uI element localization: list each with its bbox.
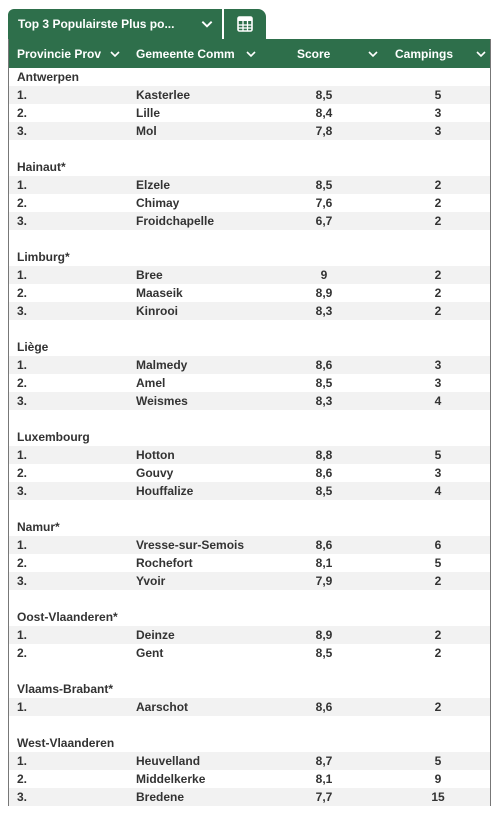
table-row bbox=[9, 572, 490, 590]
province-group-label: Oost-Vlaanderen* bbox=[17, 610, 118, 624]
municipality-cell: Rochefort bbox=[136, 556, 193, 570]
rank-cell: 3. bbox=[17, 394, 28, 408]
table-row bbox=[9, 284, 490, 302]
municipality-cell: Bredene bbox=[136, 790, 185, 804]
campings-cell: 2 bbox=[434, 700, 442, 714]
province-group-label: Limburg* bbox=[17, 250, 70, 264]
municipality-cell: Deinze bbox=[136, 628, 175, 642]
table-row bbox=[9, 446, 490, 464]
campings-cell: 3 bbox=[434, 466, 442, 480]
municipality-cell: Heuvelland bbox=[136, 754, 201, 768]
group-spacer bbox=[9, 500, 490, 518]
column-header-campings[interactable]: Campings bbox=[395, 39, 490, 68]
data-table bbox=[8, 39, 491, 806]
rank-cell: 1. bbox=[17, 538, 28, 552]
campings-cell: 2 bbox=[434, 214, 442, 228]
rank-cell: 3. bbox=[17, 214, 28, 228]
group-spacer bbox=[9, 230, 490, 248]
score-cell: 8,5 bbox=[315, 88, 333, 102]
campings-cell: 2 bbox=[434, 628, 442, 642]
municipality-cell: Maaseik bbox=[136, 286, 183, 300]
table-row bbox=[9, 392, 490, 410]
table-row bbox=[9, 356, 490, 374]
rank-cell: 2. bbox=[17, 466, 28, 480]
campings-cell: 2 bbox=[434, 574, 442, 588]
score-cell: 7,7 bbox=[315, 790, 333, 804]
municipality-cell: Kinrooi bbox=[136, 304, 178, 318]
score-cell: 8,6 bbox=[315, 538, 333, 552]
score-cell: 8,6 bbox=[315, 700, 333, 714]
rank-cell: 1. bbox=[17, 628, 28, 642]
campings-cell: 5 bbox=[434, 88, 442, 102]
rank-cell: 3. bbox=[17, 790, 28, 804]
table-row bbox=[9, 752, 490, 770]
group-spacer bbox=[9, 320, 490, 338]
column-header-province[interactable]: Provincie Prov bbox=[17, 39, 135, 68]
campings-cell: 3 bbox=[434, 124, 442, 138]
rank-cell: 2. bbox=[17, 196, 28, 210]
score-cell: 8,5 bbox=[315, 376, 333, 390]
table-row bbox=[9, 302, 490, 320]
table-header bbox=[9, 39, 490, 68]
municipality-cell: Aarschot bbox=[136, 700, 189, 714]
score-cell: 7,8 bbox=[315, 124, 333, 138]
municipality-cell: Elzele bbox=[136, 178, 171, 192]
score-cell: 8,3 bbox=[315, 304, 333, 318]
table-body bbox=[9, 68, 490, 806]
column-header-score[interactable]: Score bbox=[297, 39, 382, 68]
score-cell: 8,1 bbox=[315, 556, 333, 570]
chevron-down-icon bbox=[367, 48, 379, 60]
table-row bbox=[9, 644, 490, 662]
municipality-cell: Chimay bbox=[136, 196, 180, 210]
municipality-cell: Lille bbox=[136, 106, 161, 120]
group-spacer bbox=[9, 590, 490, 608]
municipality-cell: Bree bbox=[136, 268, 163, 282]
municipality-cell: Gent bbox=[136, 646, 164, 660]
table-row bbox=[9, 536, 490, 554]
table-row bbox=[9, 698, 490, 716]
province-group-label: West-Vlaanderen bbox=[17, 736, 115, 750]
table-row bbox=[9, 122, 490, 140]
rank-cell: 2. bbox=[17, 772, 28, 786]
score-cell: 8,6 bbox=[315, 358, 333, 372]
score-cell: 8,9 bbox=[315, 286, 333, 300]
municipality-cell: Yvoir bbox=[136, 574, 166, 588]
table-row bbox=[9, 86, 490, 104]
rank-cell: 1. bbox=[17, 178, 28, 192]
campings-cell: 2 bbox=[434, 268, 442, 282]
table-row bbox=[9, 626, 490, 644]
group-spacer bbox=[9, 716, 490, 734]
campings-cell: 15 bbox=[431, 790, 445, 804]
rank-cell: 2. bbox=[17, 376, 28, 390]
campings-cell: 3 bbox=[434, 106, 442, 120]
rank-cell: 1. bbox=[17, 448, 28, 462]
province-group-label: Hainaut* bbox=[17, 160, 66, 174]
campings-cell: 5 bbox=[434, 448, 442, 462]
province-group-label: Liège bbox=[17, 340, 49, 354]
rank-cell: 2. bbox=[17, 286, 28, 300]
tab-title: Top 3 Populairste Plus po... bbox=[18, 17, 175, 31]
municipality-cell: Hotton bbox=[136, 448, 175, 462]
province-group-label: Luxembourg bbox=[17, 430, 90, 444]
table-row bbox=[9, 374, 490, 392]
campings-cell: 4 bbox=[434, 484, 442, 498]
municipality-cell: Gouvy bbox=[136, 466, 174, 480]
table-row bbox=[9, 464, 490, 482]
rank-cell: 3. bbox=[17, 124, 28, 138]
score-cell: 9 bbox=[320, 268, 328, 282]
municipality-cell: Middelkerke bbox=[136, 772, 206, 786]
campings-cell: 4 bbox=[434, 394, 442, 408]
score-cell: 8,9 bbox=[315, 628, 333, 642]
rank-cell: 3. bbox=[17, 484, 28, 498]
score-cell: 8,8 bbox=[315, 448, 333, 462]
score-cell: 8,5 bbox=[315, 646, 333, 660]
score-cell: 7,9 bbox=[315, 574, 333, 588]
group-spacer bbox=[9, 662, 490, 680]
campings-cell: 2 bbox=[434, 304, 442, 318]
campings-cell: 3 bbox=[434, 358, 442, 372]
table-row bbox=[9, 194, 490, 212]
municipality-cell: Malmedy bbox=[136, 358, 188, 372]
campings-cell: 9 bbox=[434, 772, 442, 786]
chevron-down-icon bbox=[475, 48, 487, 60]
municipality-cell: Kasterlee bbox=[136, 88, 191, 102]
municipality-cell: Mol bbox=[136, 124, 157, 138]
tab-bar bbox=[8, 9, 266, 39]
score-cell: 8,6 bbox=[315, 466, 333, 480]
municipality-cell: Weismes bbox=[136, 394, 188, 408]
rank-cell: 1. bbox=[17, 88, 28, 102]
rank-cell: 2. bbox=[17, 106, 28, 120]
table-row bbox=[9, 554, 490, 572]
score-cell: 8,5 bbox=[315, 484, 333, 498]
chevron-down-icon bbox=[200, 17, 214, 31]
table-row bbox=[9, 176, 490, 194]
campings-cell: 5 bbox=[434, 556, 442, 570]
view-selector-tab[interactable] bbox=[8, 9, 222, 39]
group-spacer bbox=[9, 140, 490, 158]
campings-cell: 2 bbox=[434, 646, 442, 660]
rank-cell: 2. bbox=[17, 556, 28, 570]
table-row bbox=[9, 482, 490, 500]
campings-cell: 3 bbox=[434, 376, 442, 390]
campings-cell: 2 bbox=[434, 286, 442, 300]
municipality-cell: Amel bbox=[136, 376, 166, 390]
table-view-button[interactable] bbox=[224, 9, 266, 39]
table-row bbox=[9, 212, 490, 230]
score-cell: 7,6 bbox=[315, 196, 333, 210]
table-icon bbox=[236, 15, 254, 33]
province-group-label: Vlaams-Brabant* bbox=[17, 682, 114, 696]
table-row bbox=[9, 104, 490, 122]
group-spacer bbox=[9, 410, 490, 428]
table-row bbox=[9, 788, 490, 806]
municipality-cell: Vresse-sur-Semois bbox=[136, 538, 245, 552]
score-cell: 8,5 bbox=[315, 178, 333, 192]
score-cell: 8,1 bbox=[315, 772, 333, 786]
province-group-label: Namur* bbox=[17, 520, 60, 534]
score-cell: 8,4 bbox=[315, 106, 333, 120]
chevron-down-icon bbox=[245, 48, 257, 60]
campings-cell: 5 bbox=[434, 754, 442, 768]
campings-cell: 6 bbox=[434, 538, 442, 552]
chevron-down-icon bbox=[109, 48, 121, 60]
rank-cell: 1. bbox=[17, 700, 28, 714]
score-cell: 6,7 bbox=[315, 214, 333, 228]
rank-cell: 3. bbox=[17, 574, 28, 588]
rank-cell: 2. bbox=[17, 646, 28, 660]
column-header-municipality[interactable]: Gemeente Comm bbox=[136, 39, 266, 68]
municipality-cell: Froidchapelle bbox=[136, 214, 215, 228]
rank-cell: 3. bbox=[17, 304, 28, 318]
score-cell: 8,3 bbox=[315, 394, 333, 408]
rank-cell: 1. bbox=[17, 268, 28, 282]
municipality-cell: Houffalize bbox=[136, 484, 194, 498]
score-cell: 8,7 bbox=[315, 754, 333, 768]
campings-cell: 2 bbox=[434, 178, 442, 192]
province-group-label: Antwerpen bbox=[17, 70, 80, 84]
rank-cell: 1. bbox=[17, 754, 28, 768]
table-row bbox=[9, 770, 490, 788]
rank-cell: 1. bbox=[17, 358, 28, 372]
table-row bbox=[9, 266, 490, 284]
campings-cell: 2 bbox=[434, 196, 442, 210]
